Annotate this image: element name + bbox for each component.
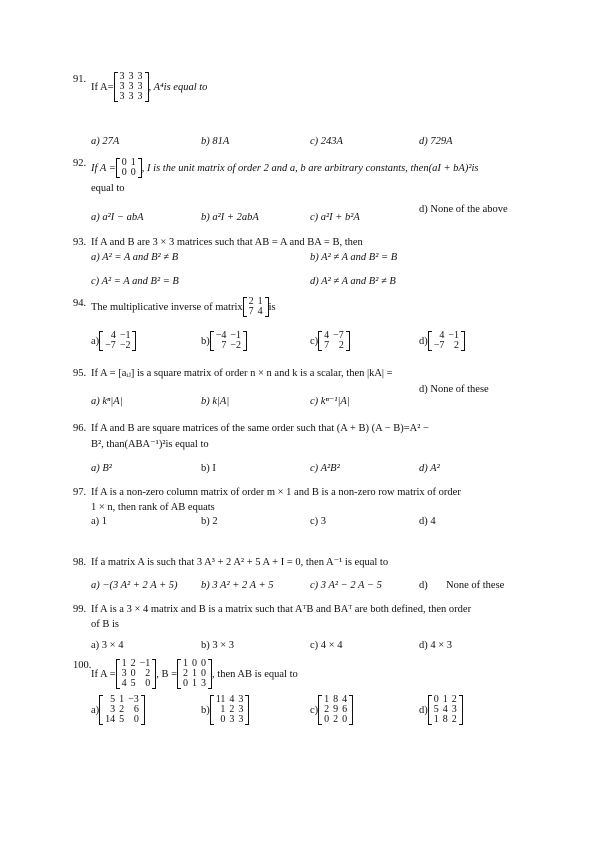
q99-option-d[interactable]: d) 4 × 3 [419,640,453,651]
matrix-cell: 3 [119,91,125,102]
q94-option-c-label: c) [310,335,319,347]
q97-option-a[interactable]: a) 1 [91,516,108,527]
q96-option-a[interactable]: a) B² [91,463,112,474]
matrix-cell: 3 [119,71,125,82]
q93-number: 93. [73,237,87,248]
matrix-cell: 0 [145,678,151,689]
q98-option-c[interactable]: c) 3 A² − 2 A − 5 [310,580,382,591]
matrix-cell: 0 [342,714,348,725]
matrix-right-bracket [245,695,249,725]
q98-option-d-text[interactable]: None of these [446,580,505,591]
matrix-cell: 2 [229,704,235,715]
matrix-cell: 5 [110,694,116,705]
q98-option-b[interactable]: b) 3 A² + 2 A + 5 [201,580,274,591]
q94-option-a-label: a) [91,335,100,347]
matrix-cell: 0 [121,167,127,178]
matrix-cell: 3 [137,81,143,92]
matrix-cell: 5 [130,678,136,689]
q96-text: If A and B are square matrices of the same order such that (A + B) (A − B)=A² − [91,423,429,434]
q94-option-b-label: b) [201,335,210,347]
matrix-cell: 3 [121,668,127,679]
q91-option-d[interactable]: d) 729A [419,136,453,147]
matrix-cell: 4 [229,694,235,705]
matrix-cell: 4 [442,704,448,715]
q91-option-c[interactable]: c) 243A [310,136,343,147]
q92-prefix: If A = [91,162,116,174]
matrix-cell: −3 [128,694,139,705]
matrix-cell: 3 [229,714,235,725]
q100-matrix-a [116,659,157,689]
matrix-cell: 0 [130,668,136,679]
matrix-cell: 2 [333,714,339,725]
q100-option-c-label: c) [310,704,319,716]
q94-option-a[interactable] [91,331,136,351]
q93-option-c[interactable]: c) A² = A and B² = B [91,276,179,287]
q97-text: If A is a non-zero column matrix of order m × 1 and B is a non-zero row matrix of order [91,487,461,498]
matrix-cell: 14 [105,714,116,725]
matrix-cell: 3 [119,81,125,92]
q100-option-a-matrix [99,695,145,725]
q92-option-b[interactable]: b) a²I + 2abA [201,212,259,223]
q100-option-c[interactable] [310,695,353,725]
matrix-right-bracket [349,695,353,725]
q91-option-b[interactable]: b) 81A [201,136,230,147]
matrix-cell: 2 [248,296,254,307]
q93-option-d[interactable]: d) A² ≠ A and B² ≠ B [310,276,396,287]
q99-option-a[interactable]: a) 3 × 4 [91,640,124,651]
q99-line2: of B is [91,619,120,630]
q91-matrix [114,72,149,102]
matrix-right-bracket [141,695,145,725]
matrix-cell: 0 [433,694,439,705]
matrix-right-bracket [132,331,136,351]
matrix-cell: −1 [448,330,460,341]
matrix-cell: 5 [119,714,125,725]
q100-mid: , B = [156,668,178,680]
q94-matrix [243,297,269,317]
q98-option-d-label[interactable]: d) [419,580,428,591]
q100-option-a-label: a) [91,704,100,716]
q97-option-d[interactable]: d) 4 [419,516,436,527]
q92-number: 92. [73,158,87,169]
q97-option-c[interactable]: c) 3 [310,516,327,527]
q94-stem [91,297,276,317]
q100-matrix-b [177,659,212,689]
matrix-cell: 11 [215,694,226,705]
q97-line2: 1 × n, then rank of AB equats [91,502,215,513]
q92-option-a[interactable]: a) a²I − abA [91,212,144,223]
q100-stem [91,659,298,689]
matrix-cell: 6 [133,704,139,715]
matrix-cell: 2 [119,704,125,715]
matrix-cell: 1 [121,658,127,669]
matrix-cell: 1 [220,704,226,715]
q96-number: 96. [73,423,87,434]
matrix-cell: 7 [324,340,330,351]
matrix-cell: 3 [110,704,116,715]
matrix-cell: 2 [145,668,151,679]
q100-option-d[interactable] [419,695,463,725]
matrix-cell: 0 [130,167,136,178]
matrix-cell: 3 [451,704,457,715]
q95-number: 95. [73,368,87,379]
matrix-cell: 1 [192,668,198,679]
q100-option-d-label: d) [419,704,428,716]
matrix-cell: 2 [454,340,460,351]
matrix-right-bracket [243,331,247,351]
q92-stem [91,158,478,178]
q95-option-a[interactable]: a) kⁿ|A| [91,396,123,407]
q100-option-a[interactable] [91,695,145,725]
q94-option-d-matrix [428,331,465,351]
matrix-cell: −2 [119,340,131,351]
matrix-cell: 4 [257,306,263,317]
matrix-cell: 2 [324,704,330,715]
q100-option-c-matrix [318,695,353,725]
q95-option-d[interactable]: d) None of these [419,384,489,395]
q96-option-c[interactable]: c) A²B² [310,463,340,474]
matrix-right-bracket [346,331,350,351]
matrix-cell: 8 [333,694,339,705]
q93-option-a[interactable]: a) A² = A and B² ≠ B [91,252,179,263]
matrix-cell: 3 [128,81,134,92]
matrix-cell: 1 [130,157,136,168]
matrix-cell: 4 [110,330,116,341]
matrix-cell: 6 [342,704,348,715]
matrix-cell: 0 [324,714,330,725]
q94-option-d[interactable] [419,331,465,351]
q100-number: 100. [73,660,92,671]
q100-prefix: If A = [91,668,116,680]
matrix-cell: 0 [220,714,226,725]
q92-matrix [116,158,142,178]
matrix-cell: 2 [338,340,344,351]
matrix-cell: 9 [333,704,339,715]
q94-option-d-label: d) [419,335,428,347]
q100-option-d-matrix [428,695,463,725]
matrix-cell: 0 [121,157,127,168]
matrix-cell: 2 [451,694,457,705]
matrix-cell: 4 [342,694,348,705]
matrix-cell: 7 [248,306,254,317]
q99-text: If A is a 3 × 4 matrix and B is a matrix such that AᵀB and BAᵀ are both defined, then order [91,604,472,615]
matrix-cell: 3 [238,694,244,705]
matrix-cell: 3 [201,678,207,689]
matrix-cell: 3 [238,704,244,715]
matrix-cell: −2 [230,340,242,351]
matrix-cell: −1 [119,330,131,341]
q94-option-b-matrix [210,331,247,351]
matrix-cell: 3 [238,714,244,725]
matrix-cell: 5 [433,704,439,715]
q93-option-b[interactable]: b) A² ≠ A and B² = B [310,252,398,263]
q95-option-c[interactable]: c) kⁿ⁻¹|A| [310,396,350,407]
q91-prefix: If A= [91,81,114,93]
q96-option-d[interactable]: d) A² [419,463,440,474]
q96-option-b[interactable]: b) I [201,463,216,474]
matrix-cell: 2 [183,668,189,679]
q100-suffix: , then AB is equal to [212,668,298,680]
q93-text: If A and B are 3 × 3 matrices such that AB = A and BA = B, then [91,237,363,248]
matrix-cell: 4 [324,330,330,341]
q96-line2: B², than(ABA⁻¹)²is equal to [91,439,209,450]
q92-line2: equal to [91,183,125,194]
q99-number: 99. [73,604,87,615]
matrix-cell: 1 [433,714,439,725]
matrix-cell: 4 [121,678,127,689]
matrix-cell: −1 [139,658,151,669]
q100-option-b-matrix [210,695,250,725]
q94-suffix: is [268,301,276,313]
q95-text: If A = [aᵢⱼ] is a square matrix of order n × n and k is a scalar, then |kA| = [91,368,393,379]
q94-number: 94. [73,298,87,309]
matrix-cell: 1 [119,694,125,705]
matrix-cell: 2 [130,658,136,669]
q94-option-a-matrix [99,331,136,351]
matrix-right-bracket [459,695,463,725]
matrix-right-bracket [461,331,465,351]
q91-suffix: , A⁴is equal to [148,81,208,93]
matrix-cell: 8 [442,714,448,725]
matrix-cell: −4 [215,330,227,341]
matrix-cell: 0 [192,658,198,669]
q100-option-b-label: b) [201,704,210,716]
matrix-cell: 3 [137,91,143,102]
q94-option-c[interactable] [310,331,350,351]
matrix-cell: 4 [439,330,445,341]
q92-option-d[interactable]: d) None of the above [419,204,508,215]
matrix-cell: 0 [183,678,189,689]
matrix-cell: 3 [137,71,143,82]
matrix-cell: 3 [128,91,134,102]
matrix-cell: 1 [324,694,330,705]
q98-option-a[interactable]: a) −(3 A² + 2 A + 5) [91,580,178,591]
matrix-cell: 0 [201,668,207,679]
q99-option-b[interactable]: b) 3 × 3 [201,640,235,651]
q94-option-b[interactable] [201,331,247,351]
q99-option-c[interactable]: c) 4 × 4 [310,640,343,651]
q94-option-c-matrix [318,331,350,351]
matrix-cell: −7 [105,340,116,351]
q91-number: 91. [73,74,87,85]
q94-prefix: The multiplicative inverse of matrix [91,301,243,313]
q97-option-b[interactable]: b) 2 [201,516,218,527]
q91-option-a[interactable]: a) 27A [91,136,120,147]
q98-number: 98. [73,557,87,568]
matrix-cell: 1 [183,658,189,669]
matrix-cell: 0 [201,658,207,669]
matrix-cell: −7 [433,340,445,351]
matrix-cell: 3 [128,71,134,82]
matrix-cell: 1 [192,678,198,689]
matrix-cell: 7 [221,340,227,351]
matrix-cell: −1 [230,330,242,341]
q98-text: If a matrix A is such that 3 A³ + 2 A² + 5 A + I = 0, then A⁻¹ is equal to [91,557,389,568]
matrix-cell: 0 [133,714,139,725]
q92-option-c[interactable]: c) a²I + b²A [310,212,360,223]
q100-option-b[interactable] [201,695,249,725]
matrix-cell: 1 [257,296,263,307]
q95-option-b[interactable]: b) k|A| [201,396,230,407]
matrix-cell: 1 [442,694,448,705]
matrix-cell: −7 [333,330,344,341]
matrix-cell: 2 [451,714,457,725]
q91-stem [91,72,207,102]
q92-suffix: , I is the unit matrix of order 2 and a, b are arbitrary constants, then(aI + bA)²is [141,162,479,174]
q97-number: 97. [73,487,87,498]
